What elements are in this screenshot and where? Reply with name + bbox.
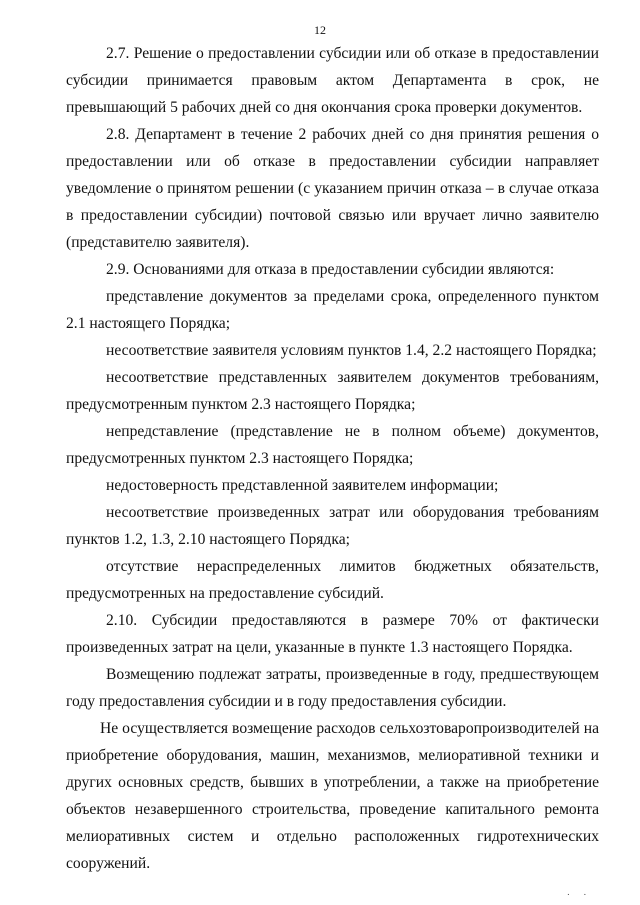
refusal-reason-item: недостоверность представленной заявителем информации; bbox=[106, 477, 499, 494]
reimbursement-period-paragraph: Возмещению подлежат затраты, произведенные в году, предшествующем году предоставления субсидии и в году предоставления субсидии. bbox=[66, 666, 599, 710]
page-number: 12 bbox=[314, 23, 326, 37]
paragraph-2-9: 2.9. Основаниями для отказа в предоставлении субсидии являются: bbox=[106, 261, 555, 278]
refusal-reason-item: непредставление (представление не в полном объеме) документов, предусмотренных пунктом 2.3 настоящего Порядка; bbox=[66, 423, 599, 467]
reimbursement-exclusions-paragraph: Не осуществляется возмещение расходов сельхозтоваропроизводителей на приобретение оборудования, машин, механизмов, мелиоративной техники и других основных средств, бывших в употреблении, а также на приобретение объектов незавершенного строительства, проведение капитального ремонта мелиоративных систем и отдельно расположенных гидротехнических сооружений. bbox=[66, 720, 599, 872]
document-body bbox=[66, 40, 599, 877]
refusal-reason-item: несоответствие представленных заявителем документов требованиям, предусмотренным пунктом 2.3 настоящего Порядка; bbox=[66, 369, 599, 413]
refusal-reason-item: несоответствие произведенных затрат или оборудования требованиям пунктов 1.2, 1.3, 2.10 настоящего Порядка; bbox=[66, 504, 599, 548]
refusal-reason-item: представление документов за пределами срока, определенного пунктом 2.1 настоящего Порядка; bbox=[66, 288, 599, 332]
refusal-reason-item: отсутствие нераспределенных лимитов бюджетных обязательств, предусмотренных на предоставление субсидий. bbox=[66, 558, 599, 602]
paragraph-2-7: 2.7. Решение о предоставлении субсидии или об отказе в предоставлении субсидии принимается правовым актом Департамента в срок, не превышающий 5 рабочих дней со дня окончания срока проверки документов. bbox=[66, 45, 599, 116]
paragraph-2-10: 2.10. Субсидии предоставляются в размере 70% от фактически произведенных затрат на цели, указанные в пункте 1.3 настоящего Порядка. bbox=[66, 612, 599, 656]
paragraph-2-8: 2.8. Департамент в течение 2 рабочих дней со дня принятия решения о предоставлении или об отказе в предоставлении субсидии направляет уведомление о принятом решении (с указанием причин отказа – в случае отказа в предоставлении субсидии) почтовой связью или вручает лично заявителю (представителю заявителя). bbox=[66, 126, 599, 251]
scan-marks: . . bbox=[567, 887, 592, 897]
refusal-reason-item: несоответствие заявителя условиям пунктов 1.4, 2.2 настоящего Порядка; bbox=[106, 342, 597, 359]
